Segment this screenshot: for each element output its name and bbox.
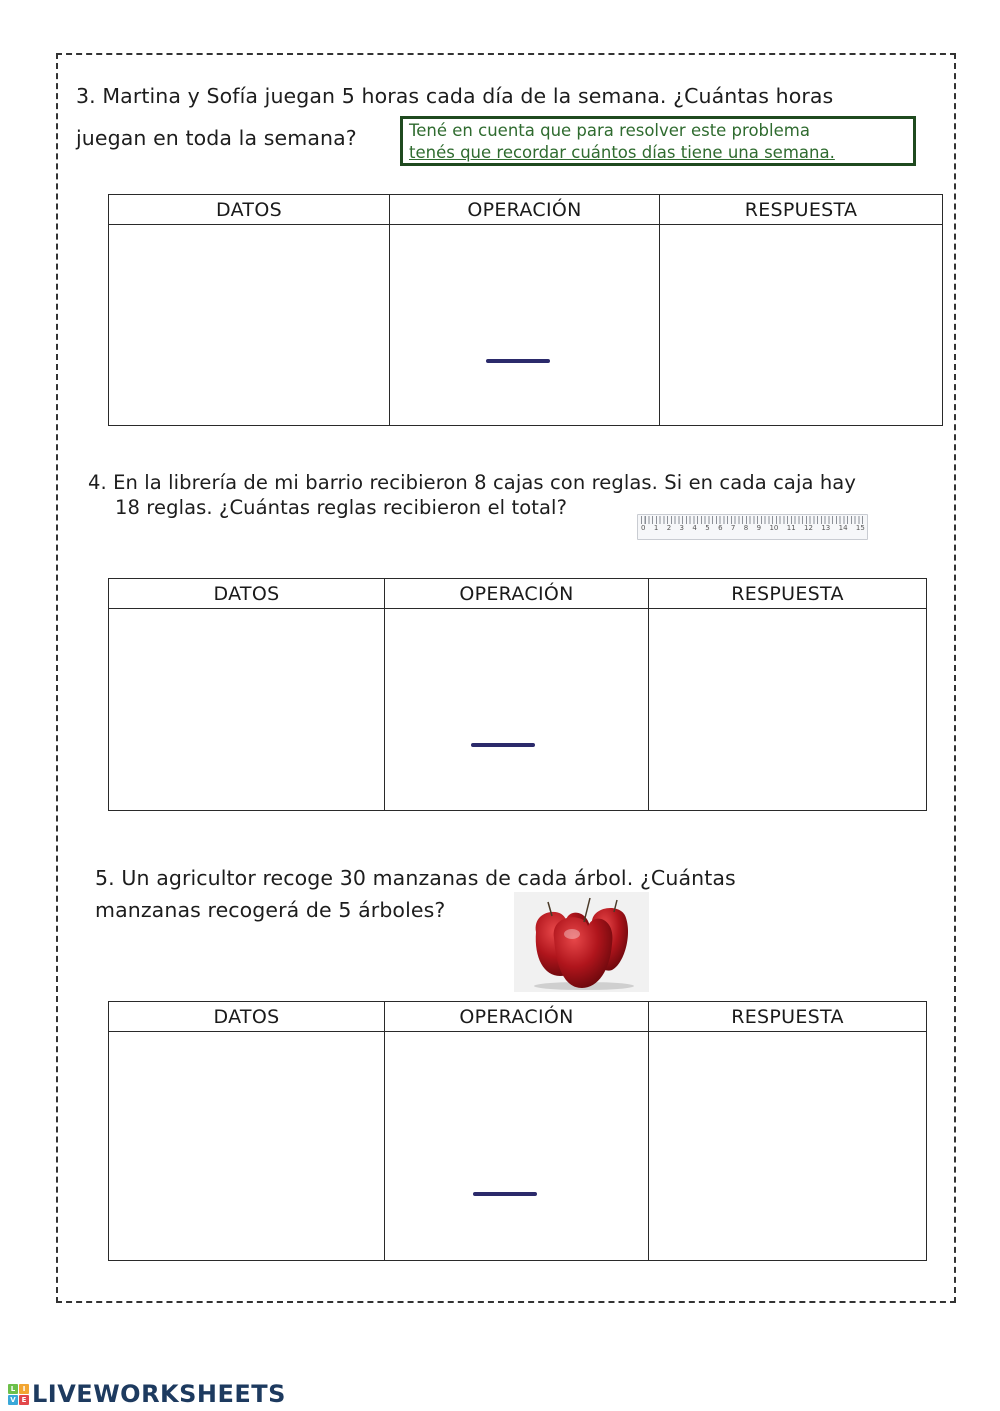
problem-4-table: [108, 578, 927, 811]
hint-box: [400, 116, 916, 166]
ruler-ticks: [641, 516, 864, 524]
problem-4-line-2: 18 reglas. ¿Cuántas reglas recibieron el total?: [115, 496, 568, 520]
ruler-image: [637, 514, 868, 540]
operacion-cell[interactable]: [385, 609, 649, 811]
answer-line: [471, 743, 535, 747]
operacion-cell[interactable]: [385, 1032, 649, 1261]
datos-cell[interactable]: [109, 225, 390, 426]
answer-line: [473, 1192, 537, 1196]
problem-4-line-1: 4. En la librería de mi barrio recibieron 8 cajas con reglas. Si en cada caja hay: [88, 471, 856, 494]
header-respuesta: RESPUESTA: [649, 579, 927, 609]
problem-5-line-1: 5. Un agricultor recoge 30 manzanas de cada árbol. ¿Cuántas: [95, 866, 736, 890]
problem-5-line-2: manzanas recogerá de 5 árboles?: [95, 897, 446, 922]
problem-3-line-2: juegan en toda la semana?: [76, 125, 357, 150]
header-operacion: OPERACIÓN: [390, 195, 660, 225]
respuesta-cell[interactable]: [649, 609, 927, 811]
respuesta-cell[interactable]: [649, 1032, 927, 1261]
header-datos: DATOS: [109, 195, 390, 225]
header-operacion: OPERACIÓN: [385, 1002, 649, 1032]
answer-line: [486, 359, 550, 363]
header-respuesta: RESPUESTA: [660, 195, 943, 225]
hint-line-2: tenés que recordar cuántos días tiene una semana.: [409, 143, 835, 162]
problem-3-line-1: 3. Martina y Sofía juegan 5 horas cada día de la semana. ¿Cuántas horas: [76, 84, 834, 108]
liveworksheets-logo: [8, 1380, 286, 1408]
hint-line-1: Tené en cuenta que para resolver este problema: [409, 121, 810, 140]
header-datos: DATOS: [109, 579, 385, 609]
ruler-numbers: 0 1 2 3 4 5 6 7 8 9 10 11 12 13 14 15: [641, 524, 865, 532]
logo-text: LIVEWORKSHEETS: [32, 1380, 286, 1408]
datos-cell[interactable]: [109, 609, 385, 811]
problem-3-table: [108, 194, 943, 426]
respuesta-cell[interactable]: [660, 225, 943, 426]
problem-4-text: [88, 471, 856, 520]
header-datos: DATOS: [109, 1002, 385, 1032]
datos-cell[interactable]: [109, 1032, 385, 1261]
header-operacion: OPERACIÓN: [385, 579, 649, 609]
operacion-cell[interactable]: [390, 225, 660, 426]
logo-mark-icon: L I V E: [8, 1384, 29, 1405]
problem-5-table: [108, 1001, 927, 1261]
header-respuesta: RESPUESTA: [649, 1002, 927, 1032]
apples-image: [514, 892, 649, 992]
